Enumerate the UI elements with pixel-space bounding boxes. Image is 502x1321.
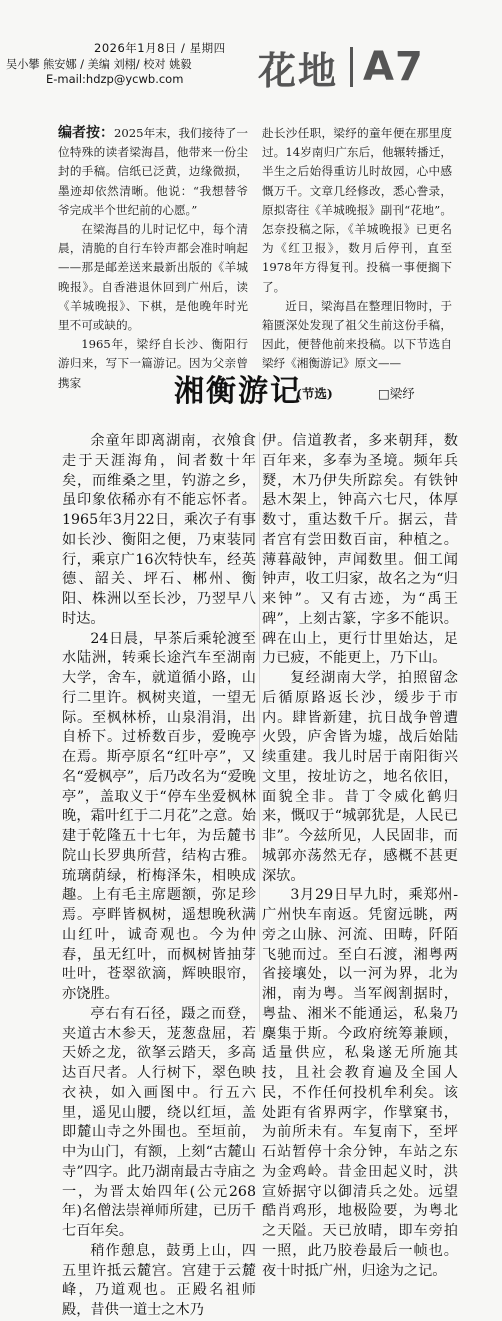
editor-note [58,124,454,390]
article-left-column [62,432,256,1321]
editor-note-paragraph-1: 编者按：2025年末，我们接待了一位特殊的读者梁海昌，他带来一份尘封的手稿。信纸已泛黄，边缘微损，墨迹却依然清晰。他说：“我想替爷爷完成半个世纪前的心愿。” [58,125,248,217]
section-masthead [258,42,424,92]
masthead-divider [350,47,353,87]
article-paragraph: 稍作憩息，鼓勇上山，四五里许抵云麓宫。宫建于云麓峰，乃道观也。正殿名祖师殿，昔供一道士之木乃 [62,1242,256,1318]
page-header [0,0,502,112]
editor-note-paragraph-4: 赴长沙任职，梁纾的童年便在那里度过。14岁南归广东后，他辗转播迁，半生之后始得重访儿时故园，心中感慨万千。文章几经修改，悉心誊录，原拟寄往《羊城晚报》副刊“花地”。怎奈投稿之际，《羊城晚报》已更名为《红卫报》，数月后停刊，直至1978年方得复刊。投稿一事便搁下了。 [262,126,452,294]
article-paragraph: 24日晨，早茶后乘轮渡至水陆洲，转乘长途汽车至湖南大学，舍车，就道循小路，山行二里许。枫树夹道，一望无际。至枫林桥，山泉涓涓，出自桥下。过桥数百步，爱晚亭在焉。斯亭原名“红叶亭”，又名“爱枫亭”，后乃改名为“爱晚亭”，盖取义于“停车坐爱枫林晚，霜叶红于二月花”之意。始建于乾隆五十七年，为岳麓书院山长罗典所营，结构古雅。琉璃荫绿，桁梅泽朱，相映成趣。上有毛主席题额，弥足珍焉。亭畔皆枫树，遥想晚秋满山红叶，诚奇观也。今为仲春，虽无红叶，而枫树皆抽芽吐叶，苍翠欲滴，辉映眼帘，亦饶胜。 [62,630,256,1002]
article-paragraph: 余童年即离湖南，衣飧食走于天涯海角，间者数十年矣，而维桑之里，钓游之乡，虽印象依稀亦有不能忘怀者。1965年3月22日，乘次子有事如长沙、衡阳之便，乃束装同行，乘京广16次特快车，经英德、韶关、坪石、郴州、衡阳、株洲以至长沙，乃翌早八时达。 [62,433,256,627]
article-paragraph: 亭右有石径，蹑之而登，夹道古木参天，茏葱盘屈，若天娇之龙，欲拏云踏天，多高达百尺者。人行树下，翠色映衣袂，如入画图中。行五六里，遥见山腰，绕以红垣，盖即麓山寺之外围也。至垣前，中为山门，有额，上刻“古麓山寺”四字。此乃湖南最古寺庙之一，为晋太始四年(公元268年)名僧法崇禅师所建，已历千七百年矣。 [62,1005,256,1239]
section-title: 花地 [258,48,339,93]
editor-note-left-column [58,124,248,393]
editor-note-paragraph-3: 1965年，梁纾自长沙、衡阳行游归来，写下一篇游记。因为父亲曾携家 [58,337,248,390]
issue-date: 2026年1月8日 / 星期四 [94,41,226,55]
article-title: 湘衡游记 [174,374,302,409]
article-right-column [262,432,458,1281]
editor-note-label: 编者按： [58,125,115,141]
column-divider [259,432,260,1032]
page-number: A7 [363,44,424,90]
article-paragraph: 复经湖南大学，拍照留念后循原路返长沙，缓步于市内。肆皆新建，抗日战争曾遭火毁，庐舍皆为墟，战后始陆续重建。我儿时居于南阳街兴文里，按址访之，地名依旧，面貌全非。昔丁令威化鹤归来，慨叹于“城郭犹是，人民已非”。今兹所见，人民固非，而城郭亦荡然无存，感概不甚更深欤。 [262,670,458,884]
editorial-staff: 吴小攀 熊安娜 / 美编 刘栩/ 校对 姚毅 [6,58,192,71]
editor-note-paragraph-2: 在梁海昌的儿时记忆中，每个清晨，清脆的自行车铃声都会准时响起——那是邮差送来最新出版的《羊城晚报》。自香港退休回到广州后，读《羊城晚报》、下棋，是他晚年时光里不可或缺的。 [58,222,248,333]
contact-email[interactable]: E-mail:hdzp@ycwb.com [46,72,184,86]
article-author: □梁纾 [378,386,415,401]
editor-note-paragraph-5: 近日，梁海昌在整理旧物时，于箱匮深处发现了祖父生前这份手稿，因此，便替他前来投稿。以下节选自梁纾《湘衡游记》原文—— [262,298,452,371]
article-paragraph: 伊。信道教者，多来朝拜，数百年来，多奉为圣境。频年兵燹，木乃伊失所踪矣。有铁钟悬木架上，钟高六七尺，体厚数寸，重达数千斤。据云，昔者宫有尝田数百亩，种植之。薄暮敲钟，声闻数里。佃工闻钟声，收工归家，故名之为“归来钟”。又有古迹，为“禹王碑”，上刻古篆，字多不能识。碑在山上，更行廿里始达，足力已疲，不能更上，乃下山。 [262,433,458,667]
editor-note-right-column [262,124,452,374]
article-subtitle: (节选) [296,386,333,401]
article-paragraph: 3月29日早九时，乘郑州-广州快车南返。凭窗远眺，两旁之山脉、河流、田畴，阡陌飞驰而过。至白石渡，湘粤两省接壤处，以一河为界，北为湘，南为粤。当军阀割据时，粤盐、湘米不能通运，私枭乃麇集于斯。今政府统筹兼顾，适量供应，私枭遂无所施其技，且社会教育遍及全国人民，不作任何投机牟利矣。该处距有省界两字，作擘窠书，为前所未有。车复南下，至坪石站暂停十余分钟，车站之东为金鸡岭。昔金田起义时，洪宣娇据守以御清兵之处。远望酷肖鸡形，地极险要，为粤北之天隘。天已放晴，即车旁拍一照，此乃胶卷最后一帧也。夜十时抵广州，归途为之记。 [262,887,458,1279]
